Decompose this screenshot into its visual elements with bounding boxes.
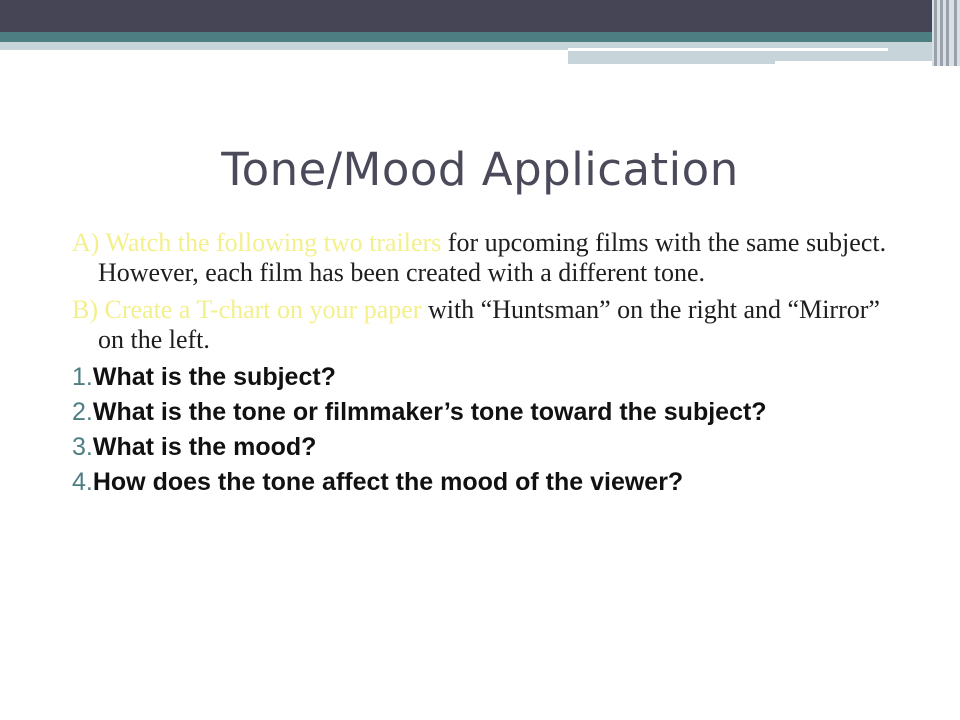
question-2 [72,397,912,427]
question-2-text: What is the tone or filmmaker’s tone toward the subject? [92,398,767,426]
question-2-number: 2. [72,398,93,426]
question-4-text: How does the tone affect the mood of the viewer? [92,468,684,496]
vertical-bar [946,0,949,66]
question-1-text: What is the subject? [92,363,336,391]
question-3 [72,432,912,462]
vertical-bar [934,0,937,66]
header-vertical-bars [932,0,960,66]
instruction-b-text: with “Huntsman” on the right and “Mirror” on the left. [98,295,880,354]
question-1 [72,362,912,392]
vertical-bar [954,0,957,66]
question-1-number: 1. [72,363,93,391]
question-4-number: 4. [72,468,93,496]
instruction-b [72,295,912,355]
question-3-text: What is the mood? [92,433,317,461]
question-3-number: 3. [72,433,93,461]
instruction-a-highlight: A) Watch the following two trailers [72,228,442,257]
slide-body [72,228,912,502]
header-band-dark [0,0,960,32]
instruction-a-text: for upcoming films with the same subject. However, each film has been created with a different tone. [98,228,887,287]
question-4 [72,467,912,497]
header-divider-line [568,48,888,51]
instruction-b-highlight: B) Create a T-chart on your paper [72,295,422,324]
header-band-teal [0,32,960,42]
instruction-a [72,228,912,288]
slide-title: Tone/Mood Application [221,143,739,196]
vertical-bar [940,0,943,66]
